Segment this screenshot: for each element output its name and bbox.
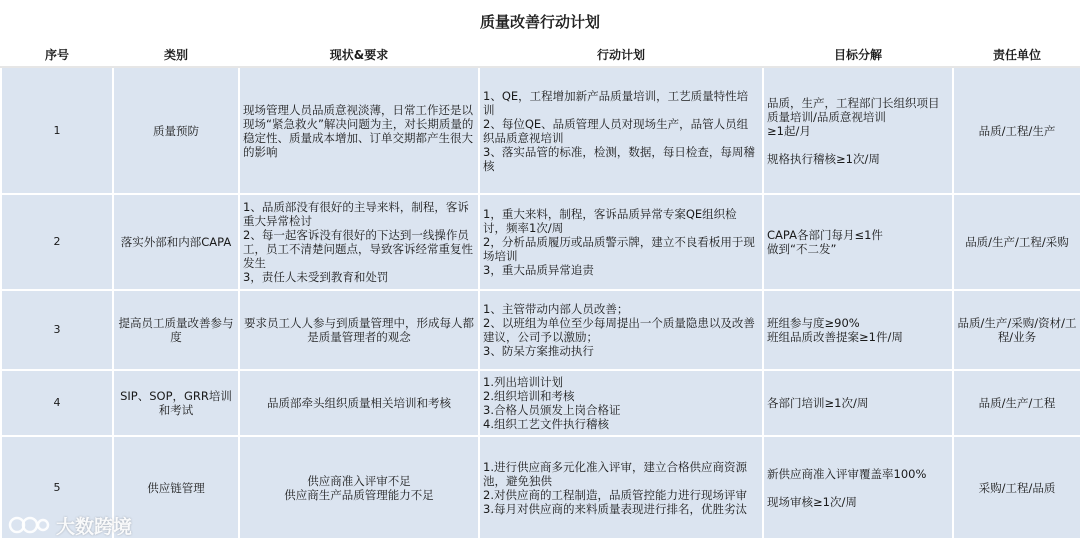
plan-line: 3、防呆方案推动执行 (483, 344, 594, 358)
target-line: 新供应商准入评审覆盖率100% (767, 466, 927, 481)
plan-line: 3.合格人员颁发上岗合格证 (483, 403, 621, 417)
target-line: 品质，生产，工程部门长组织项目质量培训/品质意视培训 (767, 95, 940, 124)
row-plan (479, 194, 763, 290)
quality-plan-table (0, 42, 1080, 540)
target-line: ≥1起/月 (767, 123, 811, 138)
row-owner: 品质/生产/采购/资材/工程/业务 (953, 290, 1080, 370)
row-target (763, 194, 953, 290)
header-no: 序号 (1, 42, 113, 67)
status-line: 2、每一起客诉没有很好的下达到一线操作员工，员工不清楚问题点，导致客诉经常重复性发生 (243, 228, 473, 270)
header-status: 现状&要求 (239, 42, 479, 67)
status-line: 供应商生产品质管理能力不足 (284, 487, 434, 502)
header-plan: 行动计划 (479, 42, 763, 67)
row-owner: 品质/生产/工程 (953, 370, 1080, 436)
watermark (8, 510, 132, 540)
plan-line: 3.每月对供应商的来料质量表现进行排名，优胜劣汰 (483, 501, 747, 516)
target-spacer (767, 138, 949, 152)
header-target: 目标分解 (763, 42, 953, 67)
plan-line: 3，重大品质异常追责 (483, 263, 594, 277)
row-category: 提高员工质量改善参与度 (113, 290, 239, 370)
plan-line: 3、落实品管的标准，检测，数据，每日检查，每周稽核 (483, 144, 755, 173)
row-no: 2 (1, 194, 113, 290)
plan-line: 2.对供应商的工程制造，品质管控能力进行现场评审 (483, 487, 747, 502)
row-status: 品质部牵头组织质量相关培训和考核 (239, 370, 479, 436)
row-category: SIP、SOP，GRR培训和考试 (113, 370, 239, 436)
row-status: 现场管理人员品质意视淡薄，日常工作还是以现场“紧急救火”解决问题为主，对长期质量的稳定性、质量成本增加、订单交期都产生很大的影响 (239, 67, 479, 194)
row-target: 各部门培训≥1次/周 (763, 370, 953, 436)
target-line: CAPA各部门每月≤1件 (767, 228, 883, 242)
table-row (1, 436, 1080, 539)
table-header-row (1, 42, 1080, 67)
plan-line: 1，重大来料，制程，客诉品质异常专案QE组织检讨，频率1次/周 (483, 207, 737, 235)
row-plan (479, 290, 763, 370)
plan-line: 2，分析品质履历或品质警示牌，建立不良看板用于现场培训 (483, 235, 755, 263)
row-status: 要求员工人人参与到质量管理中，形成每人都是质量管理者的观念 (239, 290, 479, 370)
table-row (1, 370, 1080, 436)
row-no: 1 (1, 67, 113, 194)
plan-line: 1.进行供应商多元化准入评审，建立合格供应商资源池，避免独供 (483, 459, 747, 488)
row-target (763, 290, 953, 370)
watermark-logo-icon (8, 512, 50, 538)
row-status (239, 436, 479, 539)
row-owner: 品质/生产/工程/采购 (953, 194, 1080, 290)
target-line: 班组品质改善提案≥1件/周 (767, 330, 903, 344)
plan-line: 4.组织工艺文件执行稽核 (483, 417, 609, 431)
plan-line: 1、主管带动内部人员改善； (483, 302, 629, 316)
row-no: 5 (1, 436, 113, 539)
target-line: 现场审核≥1次/周 (767, 494, 857, 509)
status-line: 供应商准入评审不足 (307, 473, 411, 488)
row-no: 4 (1, 370, 113, 436)
plan-line: 2、以班组为单位至少每周提出一个质量隐患以及改善建议，公司予以激励； (483, 316, 755, 344)
row-target (763, 67, 953, 194)
row-category: 供应链管理 (113, 436, 239, 539)
plan-line: 1、QE，工程增加新产品质量培训，工艺质量特性培训 (483, 88, 749, 117)
row-plan (479, 370, 763, 436)
plan-line: 2、每位QE、品质管理人员对现场生产，品管人员组织品质意视培训 (483, 116, 749, 145)
plan-line: 2.组织培训和考核 (483, 389, 575, 403)
target-line: 班组参与度≥90% (767, 316, 860, 330)
row-plan (479, 67, 763, 194)
row-status (239, 194, 479, 290)
target-spacer (767, 481, 949, 495)
row-owner: 采购/工程/品质 (953, 436, 1080, 539)
row-category: 落实外部和内部CAPA (113, 194, 239, 290)
row-no: 3 (1, 290, 113, 370)
table-row (1, 194, 1080, 290)
page-title: 质量改善行动计划 (479, 12, 600, 31)
target-line: 规格执行稽核≥1次/周 (767, 151, 880, 166)
target-line: 做到“不二发” (767, 242, 837, 256)
status-line: 3，责任人未受到教育和处罚 (243, 270, 389, 284)
header-owner: 责任单位 (953, 42, 1080, 67)
status-line: 1、品质部没有很好的主导来料，制程，客诉重大异常检讨 (243, 200, 469, 228)
row-plan (479, 436, 763, 539)
row-owner: 品质/工程/生产 (953, 67, 1080, 194)
plan-line: 1.列出培训计划 (483, 375, 563, 389)
row-target (763, 436, 953, 539)
table-row (1, 67, 1080, 194)
header-category: 类别 (113, 42, 239, 67)
table-row (1, 290, 1080, 370)
watermark-text: 大数跨境 (56, 515, 133, 538)
row-category: 质量预防 (113, 67, 239, 194)
